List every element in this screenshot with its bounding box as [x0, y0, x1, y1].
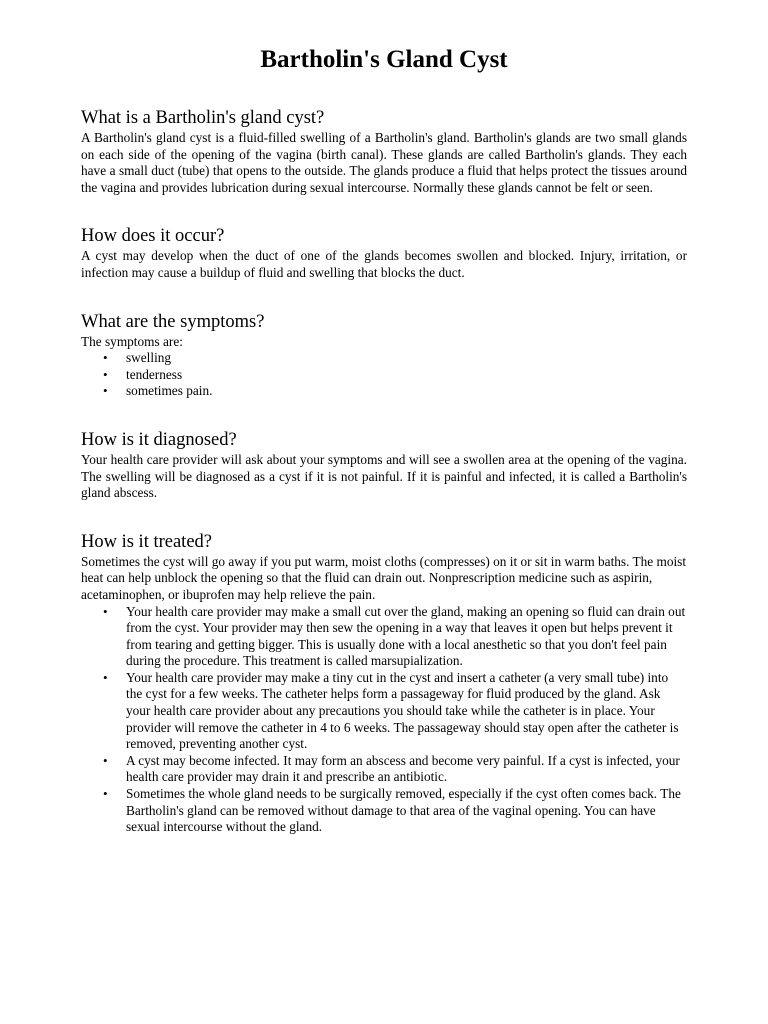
- list-item: • swelling: [81, 350, 687, 367]
- section-body: The symptoms are:: [81, 333, 183, 349]
- section-diagnosed: [81, 428, 687, 502]
- section-how-occur: [81, 224, 687, 281]
- treatment-list: [81, 604, 687, 836]
- document-page: [81, 44, 687, 864]
- section-heading: How is it diagnosed?: [81, 429, 237, 450]
- section-heading: What are the symptoms?: [81, 311, 265, 332]
- symptom-list: [81, 350, 687, 400]
- section-treated: [81, 530, 687, 836]
- section-body: A cyst may develop when the duct of one of the glands becomes swollen and blocked. Injury, irritation, or infection may cause a buildup of fluid and swelling that blocks the duct.: [81, 248, 687, 280]
- list-item: • Sometimes the whole gland needs to be surgically removed, especially if the cyst often comes back. The Bartholin's gland can be removed without damage to that area of the vaginal opening. You can have sexual intercourse without the gland.: [81, 786, 687, 836]
- section-symptoms: [81, 310, 687, 400]
- section-heading: How is it treated?: [81, 531, 212, 552]
- list-item: • A cyst may become infected. It may form an abscess and become very painful. If a cyst is infected, your health care provider may drain it and prescribe an antibiotic.: [81, 753, 687, 786]
- list-item: • tenderness: [81, 367, 687, 384]
- section-body: A Bartholin's gland cyst is a fluid-filled swelling of a Bartholin's gland. Bartholin's glands are two small glands on each side of the opening of the vagina (birth canal). These glands are called Bartholin's glands. They each have a small duct (tube) that opens to the outside. The glands produce a fluid that helps protect the tissues around the vagina and provides lubrication during sexual intercourse. Normally these glands cannot be felt or seen.: [81, 130, 687, 195]
- page-title: Bartholin's Gland Cyst: [260, 46, 508, 73]
- section-body: Your health care provider will ask about your symptoms and will see a swollen area at the opening of the vagina. The swelling will be diagnosed as a cyst if it is not painful. If it is painful and infected, it is called a Bartholin's gland abscess.: [81, 451, 687, 501]
- section-heading: How does it occur?: [81, 226, 225, 247]
- section-what-is: [81, 106, 687, 196]
- section-body: Sometimes the cyst will go away if you put warm, moist cloths (compresses) on it or sit in warm baths. The moist heat can help unblock the opening so that the fluid can drain out. Nonprescription medicine such as aspirin, acetaminophen, or ibuprofen may help relieve the pain.: [81, 553, 687, 602]
- list-item: • Your health care provider may make a small cut over the gland, making an opening so fluid can drain out from the cyst. Your provider may then sew the opening in a way that leaves it open but helps prevent it from tearing and getting bigger. This is usually done with a local anesthetic so that you don't feel pain during the procedure. This treatment is called marsupialization.: [81, 604, 687, 670]
- list-item: • Your health care provider may make a tiny cut in the cyst and insert a catheter (a very small tube) into the cyst for a few weeks. The catheter helps form a passageway for fluid produced by the gland. Ask your health care provider about any precautions you should take while the catheter is in place. Your provider will remove the catheter in 4 to 6 weeks. The passageway should stay open after the catheter is removed, preventing another cyst.: [81, 670, 687, 753]
- section-heading: What is a Bartholin's gland cyst?: [81, 108, 325, 128]
- list-item: • sometimes pain.: [81, 383, 687, 400]
